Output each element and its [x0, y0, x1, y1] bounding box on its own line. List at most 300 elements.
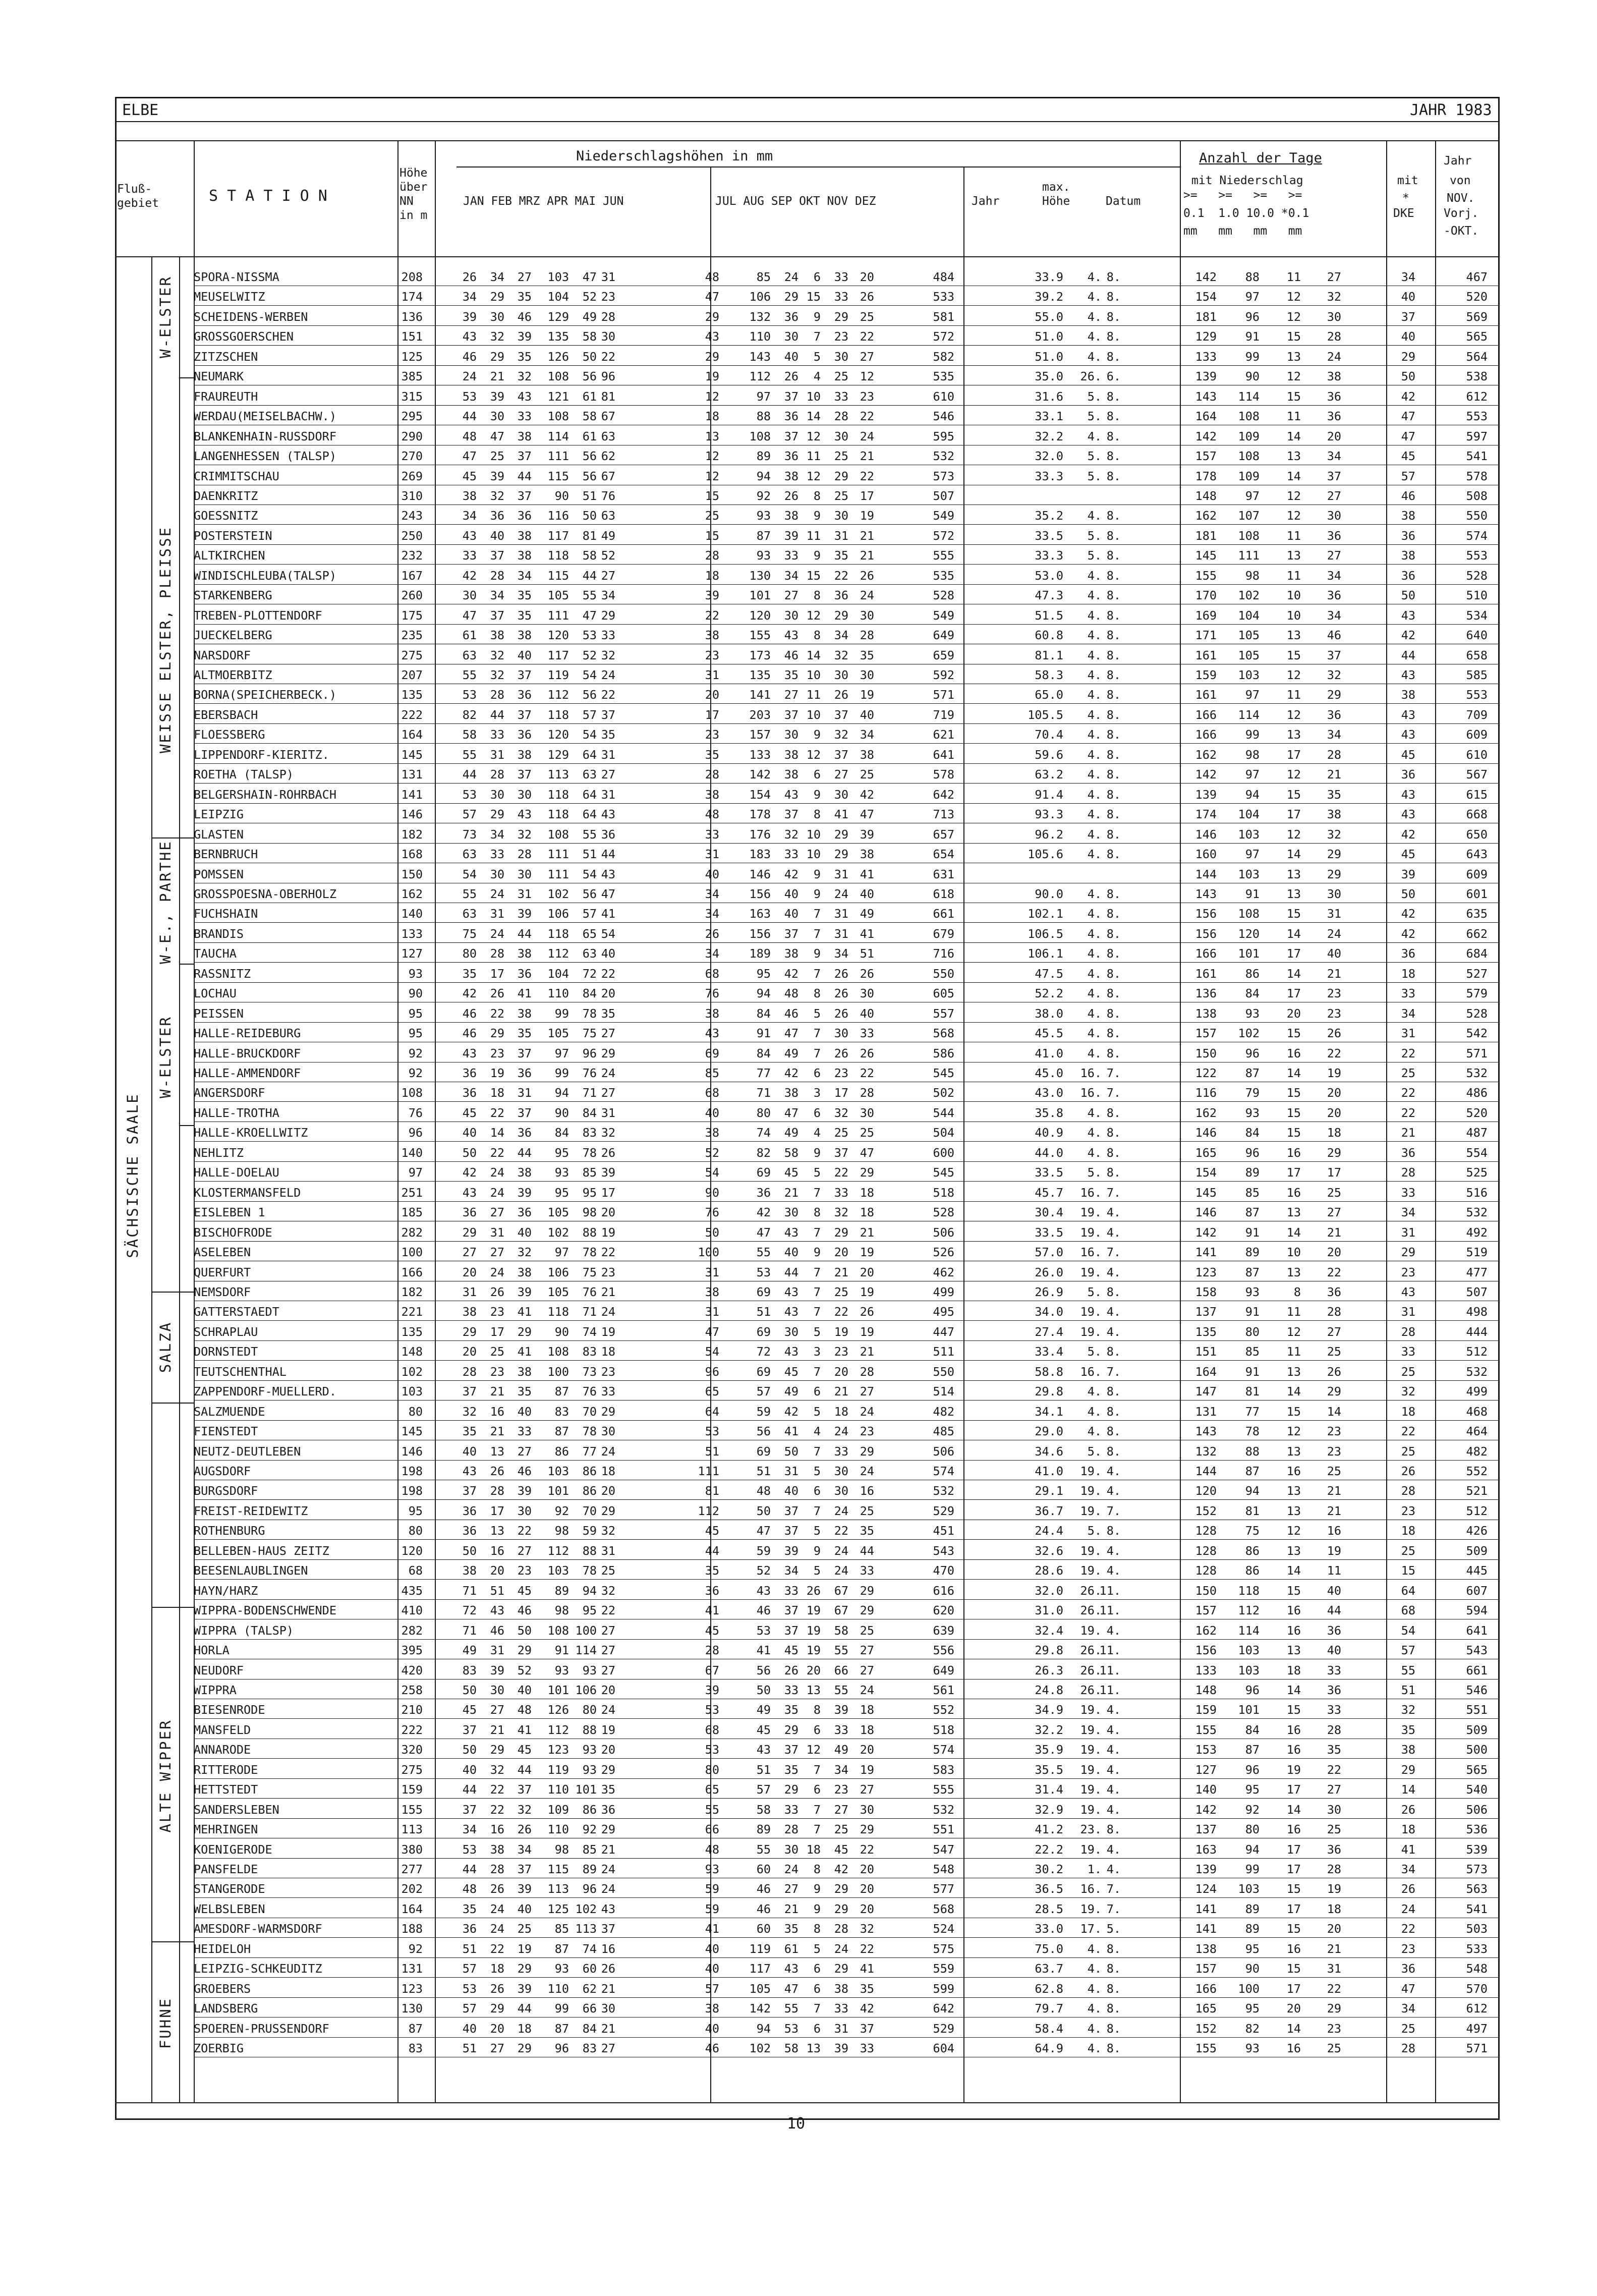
- table-cell: 55: [462, 668, 477, 682]
- table-cell: 32: [1401, 1384, 1415, 1399]
- table-cell: 130: [401, 2001, 423, 2016]
- table-cell: 23: [1327, 1444, 1341, 1459]
- table-cell: 27: [462, 1245, 477, 1260]
- table-cell: 105: [749, 1981, 771, 1996]
- table-cell: 164: [401, 727, 423, 742]
- table-cell: 102: [1238, 1026, 1260, 1041]
- table-row: [0, 1962, 1597, 1976]
- table-cell: 17: [1286, 1981, 1301, 1996]
- table-cell: 89: [582, 1862, 597, 1876]
- table-cell: 28: [490, 946, 504, 961]
- table-cell: 8.: [1106, 747, 1121, 762]
- table-cell: 9: [813, 1543, 821, 1558]
- table-cell: 132: [1195, 1444, 1217, 1459]
- table-cell: 16.: [1080, 1066, 1102, 1080]
- table-cell: 19.: [1080, 1563, 1102, 1578]
- table-cell: 25: [860, 767, 874, 782]
- table-cell: 106: [575, 1683, 597, 1697]
- table-cell: 25: [834, 369, 848, 384]
- table-cell: 16: [860, 1484, 874, 1498]
- table-cell: 63: [601, 509, 615, 523]
- table-cell: 28: [1327, 1305, 1341, 1319]
- table-cell: 13: [1286, 1265, 1301, 1279]
- table-cell: 719: [933, 707, 954, 722]
- table-cell: 28: [705, 767, 719, 782]
- table-cell: 89: [554, 1583, 569, 1598]
- table-cell: 270: [401, 449, 423, 464]
- table-cell: 521: [1466, 1484, 1488, 1498]
- station-name: LEIPZIG-SCHKEUDITZ: [194, 1962, 322, 1976]
- table-cell: 54: [1401, 1623, 1415, 1638]
- table-cell: 69: [756, 1364, 771, 1379]
- table-cell: 709: [1466, 707, 1488, 722]
- table-cell: 105.5: [1028, 707, 1063, 722]
- table-cell: 24: [1401, 1901, 1415, 1916]
- table-cell: 20: [834, 1364, 848, 1379]
- table-cell: 38: [517, 946, 532, 961]
- table-cell: 33.4: [1035, 1345, 1063, 1359]
- table-cell: 104: [547, 966, 569, 981]
- table-cell: 643: [1466, 847, 1488, 862]
- table-cell: 81: [705, 1484, 719, 1498]
- table-cell: 34: [1401, 1205, 1415, 1220]
- table-cell: 37: [517, 1862, 532, 1876]
- table-cell: 102: [575, 1901, 597, 1916]
- table-cell: 49: [860, 907, 874, 921]
- table-cell: 4.: [1087, 1962, 1102, 1976]
- table-cell: 16: [1286, 1822, 1301, 1837]
- table-cell: 17: [1286, 807, 1301, 822]
- table-cell: 53: [705, 1743, 719, 1757]
- station-name: ZITZSCHEN: [194, 349, 258, 364]
- table-cell: 7: [813, 1503, 821, 1518]
- table-cell: 11: [1286, 688, 1301, 702]
- table-cell: 506: [933, 1444, 954, 1459]
- rule-title: [115, 121, 1500, 122]
- row-divider: [194, 345, 1500, 346]
- table-cell: 94: [1245, 787, 1260, 802]
- table-cell: 26: [601, 1962, 615, 1976]
- table-cell: 13: [806, 2041, 821, 2056]
- table-cell: 30: [1327, 509, 1341, 523]
- table-cell: 20: [490, 2021, 504, 2036]
- table-cell: 53: [784, 2021, 799, 2036]
- table-cell: 4: [813, 369, 821, 384]
- table-cell: 171: [1195, 628, 1217, 643]
- table-cell: 26.: [1080, 1603, 1102, 1618]
- table-row: [0, 1763, 1597, 1777]
- table-cell: 55: [705, 1802, 719, 1817]
- table-cell: 36: [1401, 767, 1415, 782]
- table-cell: 4.: [1087, 1105, 1102, 1120]
- table-cell: 39: [834, 2041, 848, 2056]
- table-cell: 34: [1327, 608, 1341, 623]
- table-cell: 22: [834, 568, 848, 583]
- table-cell: 12: [1286, 309, 1301, 324]
- table-cell: 55: [582, 588, 597, 603]
- table-cell: 543: [1466, 1643, 1488, 1658]
- table-cell: 43: [784, 1225, 799, 1240]
- table-cell: 26: [490, 1882, 504, 1896]
- datum-header: Datum: [1106, 195, 1141, 208]
- station-name: WINDISCHLEUBA(TALSP): [194, 568, 336, 583]
- table-cell: 24: [601, 1305, 615, 1319]
- table-cell: 19.: [1080, 1802, 1102, 1817]
- table-cell: 47: [490, 429, 504, 443]
- table-cell: 22: [860, 469, 874, 483]
- table-cell: 18: [1401, 1404, 1415, 1419]
- table-cell: 89: [1245, 1901, 1260, 1916]
- table-cell: 23: [834, 1066, 848, 1080]
- row-divider: [194, 1539, 1500, 1540]
- table-cell: 28.6: [1035, 1563, 1063, 1578]
- table-cell: 551: [1466, 1703, 1488, 1717]
- table-cell: 87: [554, 1941, 569, 1956]
- table-cell: 157: [1195, 1026, 1217, 1041]
- jahr-von-label-3: NOV.: [1447, 192, 1475, 205]
- table-cell: 25: [834, 488, 848, 503]
- table-cell: 84: [1245, 1126, 1260, 1140]
- table-cell: 16: [1286, 1603, 1301, 1618]
- table-cell: 40: [517, 1683, 532, 1697]
- table-cell: 71: [462, 1583, 477, 1598]
- table-cell: 17: [1286, 1842, 1301, 1857]
- table-cell: 35: [860, 1524, 874, 1538]
- table-cell: 27: [860, 1782, 874, 1797]
- table-cell: 8: [813, 588, 821, 603]
- table-cell: 33: [860, 2041, 874, 2056]
- table-cell: 60.8: [1035, 628, 1063, 643]
- table-cell: 520: [1466, 290, 1488, 304]
- table-cell: 46: [756, 1901, 771, 1916]
- table-cell: 103: [547, 1464, 569, 1478]
- table-cell: 26: [784, 1663, 799, 1677]
- table-cell: 21: [1327, 1484, 1341, 1498]
- table-cell: 36: [834, 588, 848, 603]
- row-divider: [194, 1201, 1500, 1202]
- table-cell: 34: [705, 907, 719, 921]
- table-cell: 31: [834, 528, 848, 543]
- table-cell: 38: [462, 488, 477, 503]
- table-cell: 55: [756, 1245, 771, 1260]
- table-cell: 5.: [1087, 1524, 1102, 1538]
- table-cell: 50: [582, 349, 597, 364]
- table-cell: 18: [1327, 1126, 1341, 1140]
- table-cell: 32: [1327, 290, 1341, 304]
- table-cell: 189: [749, 946, 771, 961]
- table-row: [0, 1146, 1597, 1160]
- table-cell: 118: [547, 707, 569, 722]
- table-cell: 11: [1286, 1345, 1301, 1359]
- table-cell: 540: [1466, 1782, 1488, 1797]
- table-cell: 161: [1195, 648, 1217, 662]
- table-cell: 54: [705, 1345, 719, 1359]
- table-cell: 41: [860, 867, 874, 881]
- table-cell: 137: [1195, 1822, 1217, 1837]
- table-cell: 51: [705, 1444, 719, 1459]
- table-cell: 545: [933, 1066, 954, 1080]
- table-cell: 40: [1327, 1583, 1341, 1598]
- table-cell: 45.5: [1035, 1026, 1063, 1041]
- table-cell: 20: [462, 1345, 477, 1359]
- table-cell: 97: [1245, 488, 1260, 503]
- table-cell: 39: [462, 309, 477, 324]
- station-name: SPOEREN-PRUSSENDORF: [194, 2021, 329, 2036]
- table-cell: 105: [547, 1026, 569, 1041]
- table-cell: 198: [401, 1484, 423, 1498]
- table-cell: 43: [462, 528, 477, 543]
- table-cell: 11: [1327, 1563, 1341, 1578]
- table-cell: 106.1: [1028, 946, 1063, 961]
- table-cell: 41: [517, 986, 532, 1001]
- table-cell: 135: [401, 688, 423, 702]
- table-cell: 7.: [1106, 1882, 1121, 1896]
- table-cell: 7: [813, 1265, 821, 1279]
- table-cell: 451: [933, 1524, 954, 1538]
- table-cell: 159: [401, 1782, 423, 1797]
- table-cell: 605: [933, 986, 954, 1001]
- table-cell: 160: [1195, 847, 1217, 862]
- table-cell: 16.: [1080, 1185, 1102, 1200]
- table-cell: 41: [517, 1305, 532, 1319]
- table-cell: 80: [1245, 1324, 1260, 1339]
- table-cell: 8.: [1106, 1105, 1121, 1120]
- table-cell: 50: [1401, 886, 1415, 901]
- table-cell: 45: [517, 1583, 532, 1598]
- table-cell: 500: [1466, 1743, 1488, 1757]
- table-cell: 553: [1466, 548, 1488, 563]
- table-cell: 50: [756, 1683, 771, 1697]
- table-cell: 135: [401, 1324, 423, 1339]
- table-cell: 66: [705, 1822, 719, 1837]
- table-cell: 11.: [1099, 1643, 1121, 1658]
- row-divider: [194, 405, 1500, 406]
- station-name: HALLE-TROTHA: [194, 1105, 279, 1120]
- table-cell: 8.: [1106, 309, 1121, 324]
- table-cell: 477: [1466, 1265, 1488, 1279]
- table-cell: 18: [490, 1962, 504, 1976]
- table-cell: 28: [705, 1643, 719, 1658]
- table-cell: 36: [1401, 528, 1415, 543]
- table-cell: 95: [408, 1503, 423, 1518]
- jahr-von-label-2: von: [1450, 174, 1471, 187]
- table-cell: 31: [1401, 1225, 1415, 1240]
- table-cell: 48: [784, 986, 799, 1001]
- table-cell: 16: [601, 1941, 615, 1956]
- table-cell: 36: [490, 509, 504, 523]
- table-cell: 13: [490, 1524, 504, 1538]
- station-name: GROEBERS: [194, 1981, 251, 1996]
- table-cell: 19.: [1080, 1623, 1102, 1638]
- table-cell: 37: [601, 1922, 615, 1936]
- station-name: MEHRINGEN: [194, 1822, 258, 1837]
- table-cell: 91.4: [1035, 787, 1063, 802]
- table-cell: 19: [517, 1941, 532, 1956]
- table-cell: 119: [749, 1941, 771, 1956]
- table-cell: 94: [582, 1583, 597, 1598]
- table-cell: 497: [1466, 2021, 1488, 2036]
- table-cell: 16: [1327, 1524, 1341, 1538]
- table-cell: 93: [756, 509, 771, 523]
- table-cell: 8.: [1106, 1424, 1121, 1439]
- table-cell: 26: [705, 926, 719, 941]
- table-cell: 69: [705, 1046, 719, 1060]
- table-cell: 35: [705, 1563, 719, 1578]
- table-cell: 123: [1195, 1265, 1217, 1279]
- table-cell: 94: [1245, 1842, 1260, 1857]
- table-cell: 12: [1286, 767, 1301, 782]
- table-cell: 145: [1195, 1185, 1217, 1200]
- table-cell: 24: [601, 1862, 615, 1876]
- table-cell: 71: [582, 1086, 597, 1100]
- table-row: [0, 470, 1597, 483]
- table-cell: 44: [705, 1543, 719, 1558]
- table-cell: 131: [401, 767, 423, 782]
- table-cell: 582: [933, 349, 954, 364]
- table-cell: 55: [1401, 1663, 1415, 1677]
- station-name: FREIST-REIDEWITZ: [194, 1503, 308, 1518]
- table-cell: 40: [784, 907, 799, 921]
- table-cell: 118: [547, 807, 569, 822]
- table-cell: 20: [1286, 2001, 1301, 2016]
- table-cell: 98: [554, 1842, 569, 1857]
- station-name: JUECKELBERG: [194, 628, 272, 643]
- table-cell: 29: [462, 1324, 477, 1339]
- table-cell: 4.: [1087, 309, 1102, 324]
- station-name: CRIMMITSCHAU: [194, 469, 279, 483]
- table-cell: 91: [1245, 329, 1260, 344]
- table-cell: 37: [784, 389, 799, 404]
- table-cell: 32: [834, 1105, 848, 1120]
- table-row: [0, 1186, 1597, 1200]
- table-cell: 156: [749, 886, 771, 901]
- table-cell: 22: [1327, 1762, 1341, 1777]
- table-row: [0, 609, 1597, 623]
- table-cell: 18: [601, 1464, 615, 1478]
- table-cell: 70.4: [1035, 727, 1063, 742]
- table-row: [0, 1902, 1597, 1916]
- table-cell: 24: [490, 1922, 504, 1936]
- table-cell: 22: [834, 1165, 848, 1180]
- table-cell: 85: [582, 1842, 597, 1857]
- table-cell: 55: [756, 1842, 771, 1857]
- table-cell: 43: [784, 628, 799, 643]
- table-cell: 20: [462, 1265, 477, 1279]
- station-name: FIENSTEDT: [194, 1424, 258, 1439]
- station-name: BELLEBEN-HAUS ZEITZ: [194, 1543, 329, 1558]
- table-cell: 19.: [1080, 1225, 1102, 1240]
- table-cell: 12: [705, 449, 719, 464]
- table-cell: 8.: [1106, 946, 1121, 961]
- table-cell: 4.: [1087, 509, 1102, 523]
- table-cell: 549: [933, 608, 954, 623]
- table-cell: 127: [1195, 1762, 1217, 1777]
- table-cell: 7.: [1106, 1185, 1121, 1200]
- table-cell: 87: [756, 528, 771, 543]
- table-cell: 25: [705, 509, 719, 523]
- table-cell: 20: [1327, 429, 1341, 443]
- table-cell: 38: [517, 747, 532, 762]
- table-row: [0, 1365, 1597, 1379]
- row-divider: [194, 803, 1500, 804]
- table-cell: 21: [834, 1384, 848, 1399]
- station-name: TAUCHA: [194, 946, 237, 961]
- table-cell: 8: [813, 628, 821, 643]
- table-cell: 8.: [1106, 966, 1121, 981]
- table-cell: 42: [1401, 628, 1415, 643]
- group-label: FUHNE: [157, 1997, 174, 2049]
- table-cell: 39: [490, 1663, 504, 1677]
- table-cell: 36: [756, 1185, 771, 1200]
- table-cell: 63: [462, 907, 477, 921]
- row-divider: [194, 2037, 1500, 2038]
- table-cell: 8: [813, 1205, 821, 1220]
- table-cell: 33: [784, 1583, 799, 1598]
- table-cell: 571: [1466, 1046, 1488, 1060]
- table-cell: 150: [1195, 1583, 1217, 1598]
- table-cell: 8.: [1106, 1145, 1121, 1160]
- table-cell: 23: [705, 648, 719, 662]
- table-cell: 39: [784, 528, 799, 543]
- table-cell: 33: [784, 548, 799, 563]
- row-divider: [194, 1718, 1500, 1719]
- row-divider: [194, 1758, 1500, 1759]
- table-cell: 210: [401, 1703, 423, 1717]
- table-cell: 148: [1195, 488, 1217, 503]
- table-cell: 92: [408, 1941, 423, 1956]
- table-cell: 106: [547, 907, 569, 921]
- table-cell: 95: [1245, 2001, 1260, 2016]
- table-cell: 47: [1401, 409, 1415, 424]
- table-cell: 4.: [1106, 1722, 1121, 1737]
- table-cell: 29: [517, 1324, 532, 1339]
- table-cell: 112: [1238, 1603, 1260, 1618]
- table-cell: 31.6: [1035, 389, 1063, 404]
- table-cell: 38: [1401, 688, 1415, 702]
- table-cell: 38: [784, 509, 799, 523]
- rule-footer: [115, 2102, 1500, 2103]
- table-cell: 123: [401, 1981, 423, 1996]
- table-cell: 50: [462, 1683, 477, 1697]
- row-divider: [194, 942, 1500, 943]
- table-cell: 10: [806, 389, 821, 404]
- table-cell: 532: [933, 1484, 954, 1498]
- table-cell: 9: [813, 309, 821, 324]
- row-divider: [194, 544, 1500, 545]
- table-cell: 34: [1327, 727, 1341, 742]
- table-cell: 92: [408, 1066, 423, 1080]
- table-cell: 45: [784, 1364, 799, 1379]
- table-cell: 29: [705, 309, 719, 324]
- table-cell: 29.0: [1035, 1424, 1063, 1439]
- table-cell: 14: [1286, 1225, 1301, 1240]
- table-cell: 260: [401, 588, 423, 603]
- table-cell: 65: [582, 926, 597, 941]
- table-row: [0, 1405, 1597, 1419]
- table-cell: 87: [1245, 1743, 1260, 1757]
- table-cell: 31: [1401, 1305, 1415, 1319]
- table-cell: 23: [860, 389, 874, 404]
- table-cell: 82: [1245, 2021, 1260, 2036]
- station-name: PEISSEN: [194, 1006, 244, 1021]
- table-cell: 144: [1195, 867, 1217, 881]
- station-name: GOESSNITZ: [194, 509, 258, 523]
- table-cell: 163: [1195, 1842, 1217, 1857]
- table-cell: 39: [784, 1543, 799, 1558]
- table-cell: 33: [490, 727, 504, 742]
- table-cell: 36: [1327, 1623, 1341, 1638]
- table-cell: 148: [401, 1345, 423, 1359]
